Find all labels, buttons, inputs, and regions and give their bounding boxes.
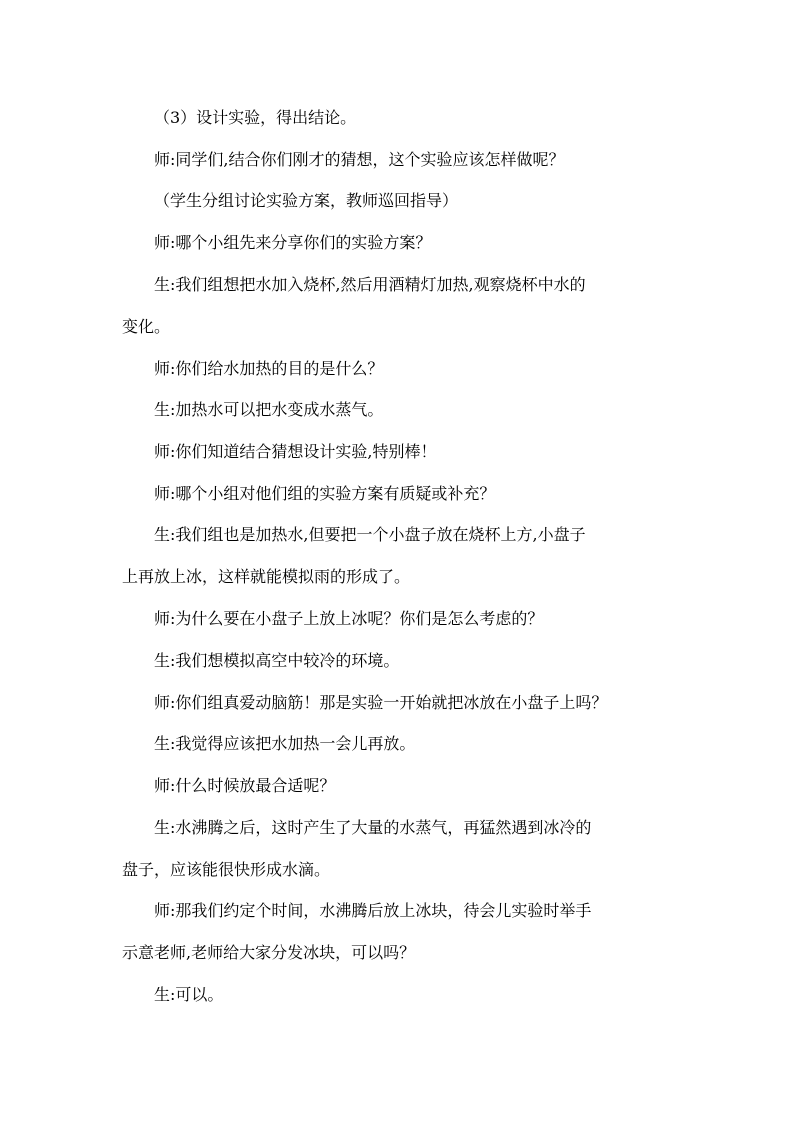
- paragraph-line: 生:我们想模拟高空中较冷的环境。: [154, 651, 400, 670]
- paragraph-line: 变化。: [122, 317, 171, 336]
- paragraph-heading-step-3: [122, 101, 682, 135]
- paragraph-student-7: [122, 978, 682, 1012]
- paragraph-line: （学生分组讨论实验方案，教师巡回指导）: [154, 191, 459, 210]
- paragraph-line: （3）设计实验，得出结论。: [154, 108, 357, 127]
- paragraph-teacher-1: [122, 143, 682, 177]
- paragraph-teacher-9: [122, 894, 682, 970]
- paragraph-student-4: [122, 644, 682, 678]
- paragraph-student-1: [122, 268, 682, 344]
- paragraph-teacher-4: [122, 435, 682, 469]
- paragraph-line: 师:哪个小组对他们组的实验方案有质疑或补充？: [154, 484, 496, 503]
- paragraph-teacher-8: [122, 769, 682, 803]
- paragraph-student-6: [122, 811, 682, 887]
- paragraph-line: 师:那我们约定个时间，水沸腾后放上冰块，待会儿实验时举手: [154, 901, 592, 920]
- paragraph-line: 生:水沸腾之后，这时产生了大量的水蒸气，再猛然遇到冰冷的: [154, 818, 592, 837]
- paragraph-student-2: [122, 393, 682, 427]
- paragraph-line: 师:你们给水加热的目的是什么？: [154, 359, 384, 378]
- paragraph-line: 师:同学们,结合你们刚才的猜想，这个实验应该怎样做呢？: [154, 150, 565, 169]
- paragraph-teacher-6: [122, 602, 682, 636]
- paragraph-line: 生:加热水可以把水变成水蒸气。: [154, 400, 384, 419]
- paragraph-line: 生:我们组也是加热水,但要把一个小盘子放在烧杯上方,小盘子: [154, 525, 586, 544]
- paragraph-line: 师:你们知道结合猜想设计实验,特别棒！: [154, 442, 437, 461]
- paragraph-line: 师:为什么要在小盘子上放上冰呢？你们是怎么考虑的？: [154, 609, 544, 628]
- paragraph-student-5: [122, 727, 682, 761]
- paragraph-line: 师:什么时候放最合适呢？: [154, 776, 336, 795]
- paragraph-teacher-2: [122, 226, 682, 260]
- paragraph-line: 示意老师,老师给大家分发冰块，可以吗？: [122, 943, 416, 962]
- paragraph-teacher-7: [122, 686, 682, 720]
- paragraph-line: 生:我觉得应该把水加热一会儿再放。: [154, 734, 416, 753]
- paragraph-line: 盘子，应该能很快形成水滴。: [122, 860, 331, 879]
- paragraph-line: 生:我们组想把水加入烧杯,然后用酒精灯加热,观察烧杯中水的: [154, 275, 586, 294]
- paragraph-line: 生:可以。: [154, 985, 224, 1004]
- paragraph-stage-direction: [122, 184, 682, 218]
- paragraph-line: 师:你们组真爱动脑筋！那是实验一开始就把冰放在小盘子上吗？: [154, 693, 608, 712]
- paragraph-line: 上再放上冰，这样就能模拟雨的形成了。: [122, 567, 411, 586]
- paragraph-teacher-3: [122, 352, 682, 386]
- paragraph-student-3: [122, 518, 682, 594]
- paragraph-teacher-5: [122, 477, 682, 511]
- paragraph-line: 师:哪个小组先来分享你们的实验方案？: [154, 233, 432, 252]
